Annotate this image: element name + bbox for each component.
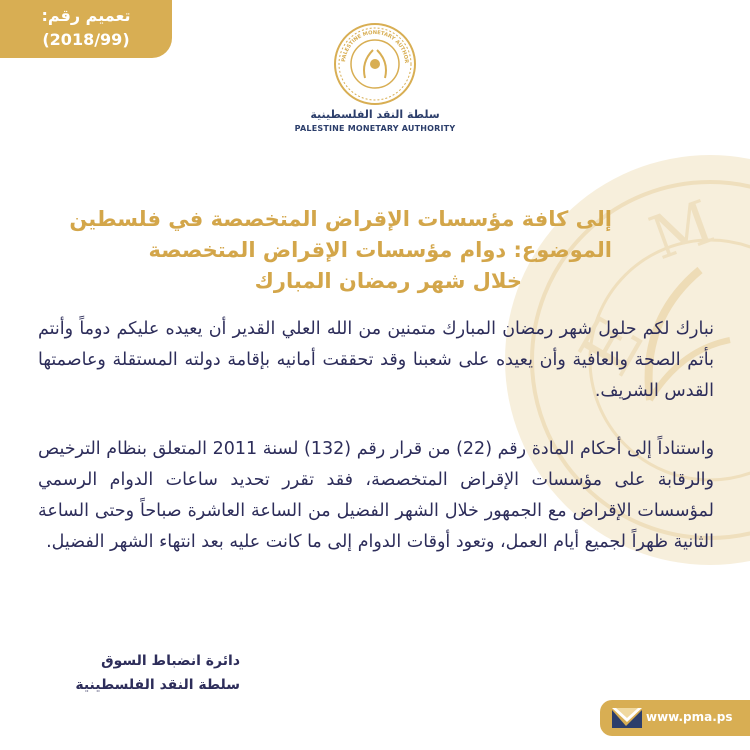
website-link[interactable]: www.pma.ps	[646, 710, 733, 724]
svg-text:E: E	[563, 303, 661, 389]
circular-number-label: تعميم رقم:	[41, 6, 131, 25]
circular-heading	[69, 204, 612, 297]
circular-number-value: (2018/99)	[42, 30, 130, 49]
heading-subject-continued: خلال شهر رمضان المبارك	[254, 269, 522, 293]
logo-arabic-name: سلطة النقد الفلسطينية	[310, 108, 440, 121]
logo-english-name: PALESTINE MONETARY AUTHORITY	[294, 124, 456, 133]
heading-subject: الموضوع: دوام مؤسسات الإقراض المتخصصة	[148, 238, 612, 262]
body-paragraph-greeting: نبارك لكم حلول شهر رمضان المبارك متمنين من الله العلي القدير أن يعيده عليكم دوماً وأنتم بأتم الصحة والعافية وأن يعيده على شعبنا وقد تحققت أمانيه بإقامة دولته المستقلة وعاصمتها القدس الشريف.	[38, 319, 714, 401]
seal-text: PALESTINE MONETARY AUTHOR	[341, 29, 410, 64]
body-paragraph-hours: واستناداً إلى أحكام المادة رقم (22) من قرار رقم (132) لسنة 2011 المتعلق بنظام الترخيص والرقابة على مؤسسات الإقراض المتخصصة، فقد تقرر تحديد ساعات الدوام الرسمي لمؤسسات الإقراض مع الجمهور خلال الشهر الفضيل من الساعة العاشرة صباحاً وحتى الساعة الثانية ظهراً لجميع أيام العمل، وتعود أوقات الدوام إلى ما كانت عليه بعد انتهاء الشهر الفضيل.	[38, 439, 715, 552]
circular-number-badge	[0, 0, 172, 58]
envelope-icon	[612, 706, 642, 730]
heading-addressee: إلى كافة مؤسسات الإقراض المتخصصة في فلسطين	[69, 207, 612, 231]
pma-logo-seal	[333, 22, 417, 106]
signature-authority: سلطة النقد الفلسطينية	[75, 677, 240, 693]
signature-block	[40, 649, 240, 697]
signature-department: دائرة انضباط السوق	[101, 653, 240, 669]
svg-text:M: M	[641, 187, 723, 275]
